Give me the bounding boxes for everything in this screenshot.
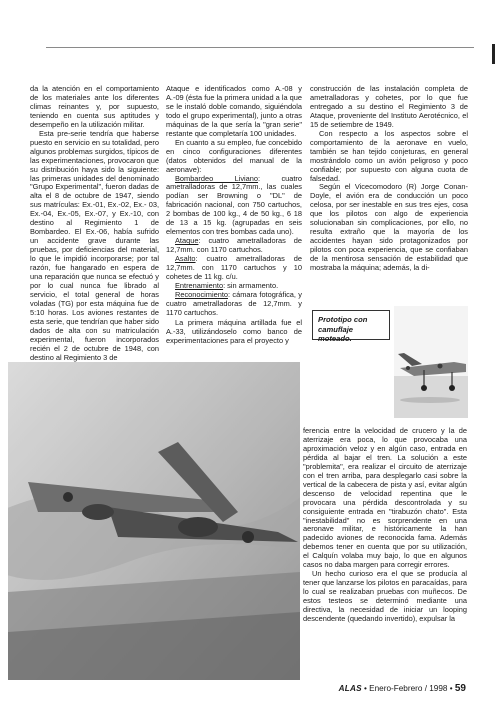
paragraph: Un hecho curioso era el que se producía al tener que lanzarse los pilotos en paracaídas, para lo cual se realizaban pruebas con muñecos. De estos testeos se determinó mediante una directiva, la necesidad de iniciar un looping descendente (quedando invertido), expulsar la [303, 569, 467, 624]
footer-separator: • [361, 684, 370, 693]
config-label: Asalto [175, 254, 196, 264]
config-label: Entrenamiento [175, 280, 224, 290]
paragraph: da la atención en el comportamiento de los materiales ante los diferentes climas reinantes y, por supuesto, teniendo en cuenta sus aptitudes y desempeño en la utilización militar. [30, 84, 159, 129]
magazine-name: ALAS [338, 684, 362, 693]
prototype-aircraft-image [394, 306, 468, 418]
page-footer [303, 683, 466, 695]
article-column-2 [166, 85, 302, 346]
paragraph: Con respecto a los aspectos sobre el comportamiento de la aeronave en vuelo, también se han tejido conjeturas, en general mostrándolo como un avión peligroso y poco confiable; por supuesto con alguna cuota de falsedad. [310, 128, 468, 183]
prototype-photo [394, 306, 468, 418]
paragraph: Ataque e identificados como A.-08 y A.-09 (ésta fue la primera unidad a la que se le instaló doble comando, siguiéndola todo el grupo experimental), junto a otras máquinas de la que sería la "gran serie" restante que completaría 100 unidades. [166, 84, 302, 138]
config-text: : cuatro ametralladoras de 12,7mm., las cuales podían ser Browning o "DL" de fabricación nacional, con 750 cartuchos, 2 bombas de 100 kg., 4 de 50 kg., 6 18 de 13 a 15 kg. (agrupadas en seis elementos con tres bombas cada uno). [166, 173, 302, 237]
paragraph: Esta pre-serie tendría que haberse puesto en servicio en su totalidad, pero algunos problemas surgidos, típicos de las experimentaciones, provocaron que su distribución haya sido la siguiente: las primeras unidades del denominado "Grupo Experimental", fueron dadas de alta el 8 de octubre de 1947, siendo sus matrículas: Ex.-01, Ex.-02, Ex.- 03, Ex.-04, Ex.-05, Ex.-07, y Ex.-10, con destino al Regimiento 1 de Bombardeo. El Ex.-06, había sufrido un accidente grave durante las pruebas, por deficiencias del material, lo que le impidió incorporarse; por tal razón, fue hangarado en espera de una reparación que nunca se efectuó y por lo cual nunca fue librado al servicio, el total general de horas voladas (TG) por esta máquina fue de 5:10 horas. Los aviones restantes de esta serie, que tendrían que haber sido dados de alta con su matriculación experimental, fueron incorporados recién el 2 de octubre de 1948, con destino al Regimiento 3 de [30, 128, 160, 362]
paragraph: construcción de las instalación completa de ametralladoras y cohetes, por lo que fue entregado a su destino el Regimiento 3 de Ataque, proveniente del Instituto Aerotécnico, el 15 de setiembre de 1949. [310, 84, 468, 129]
config-label: Reconocimiento [175, 289, 228, 299]
aircraft-in-flight-image [8, 362, 300, 680]
paragraph: En cuanto a su empleo, fue concebido en cinco configuraciones diferentes (datos obtenidos del manual de la aeronave): [166, 137, 302, 174]
aircraft-photo [8, 362, 300, 680]
article-column-1 [30, 85, 159, 363]
caption-line: Prototipo con [318, 315, 368, 324]
config-text: : cámara fotográfica, y cuatro ametralladoras de 12,7mm. y 1170 cartuchos. [166, 289, 302, 317]
config-text: : cuatro ametralladoras de 12,7mm. con 1170 cartuchos. [166, 236, 302, 255]
photo-caption [312, 310, 390, 343]
paragraph: ferencia entre la velocidad de crucero y la de aterrizaje era poca, lo que provocaba una aproximación veloz y en algún caso, entrada en pérdida al bajar el tren. La solución a este "problemita", era realizar el circuito de aterrizaje con el tren arriba, para desplegarlo casi sobre la vertical de la cabecera de pista y así, evitar algún descenso de velocidad repentina que le provocara una pérdida descontrolada y su consiguiente entrada en "tirabuzón chato". Esta "inestabilidad" no es sorprendente en una aeronave militar, e históricamente la han padecido aviones de reconocida fama. Además debemos tener en cuenta que por su utilización, el Calquín volaba muy bajo, lo que en algunos casos no daba margen para corregir errores. [303, 426, 467, 570]
issue-date: Enero-Febrero / 1998 [369, 684, 448, 693]
article-column-4 [303, 427, 467, 624]
header-rule [46, 47, 474, 48]
config-reconocimiento [166, 291, 302, 318]
config-label: Bombardeo Liviano [175, 173, 259, 183]
footer-separator: • [447, 684, 455, 693]
config-asalto [166, 255, 302, 282]
article-column-3 [310, 85, 468, 273]
config-ataque [166, 237, 302, 255]
page-number: 59 [454, 683, 466, 694]
config-text: : sin armamento. [223, 280, 279, 290]
paragraph: La primera máquina artillada fue el A.-33, utilizándoselo como banco de experimentaciones para el proyecto y [166, 317, 302, 345]
caption-line: camuflaje moteado. [318, 324, 354, 343]
margin-mark [492, 44, 495, 64]
config-bombardeo [166, 175, 302, 238]
config-text: : cuatro ametralladoras de 12,7mm. con 1170 cartuchos y 10 cohetes de 11 kg. c/u. [166, 254, 302, 282]
config-label: Ataque [175, 236, 199, 246]
paragraph: Según el Vicecomodoro (R) Jorge Conan-Doyle, el avión era de conducción un poco celosa, por ser inestable en sus tres ejes, cosa que los pilotos con algo de experiencia solucionaban sin complicaciones, por ello, no resulta extraño que la mayoría de los accidentes hayan sido protagonizados por pilotos con poca experiencia, que se confiaban de la mentirosa sensación de estabilidad que mostraba la máquina; además, la di- [310, 182, 468, 273]
